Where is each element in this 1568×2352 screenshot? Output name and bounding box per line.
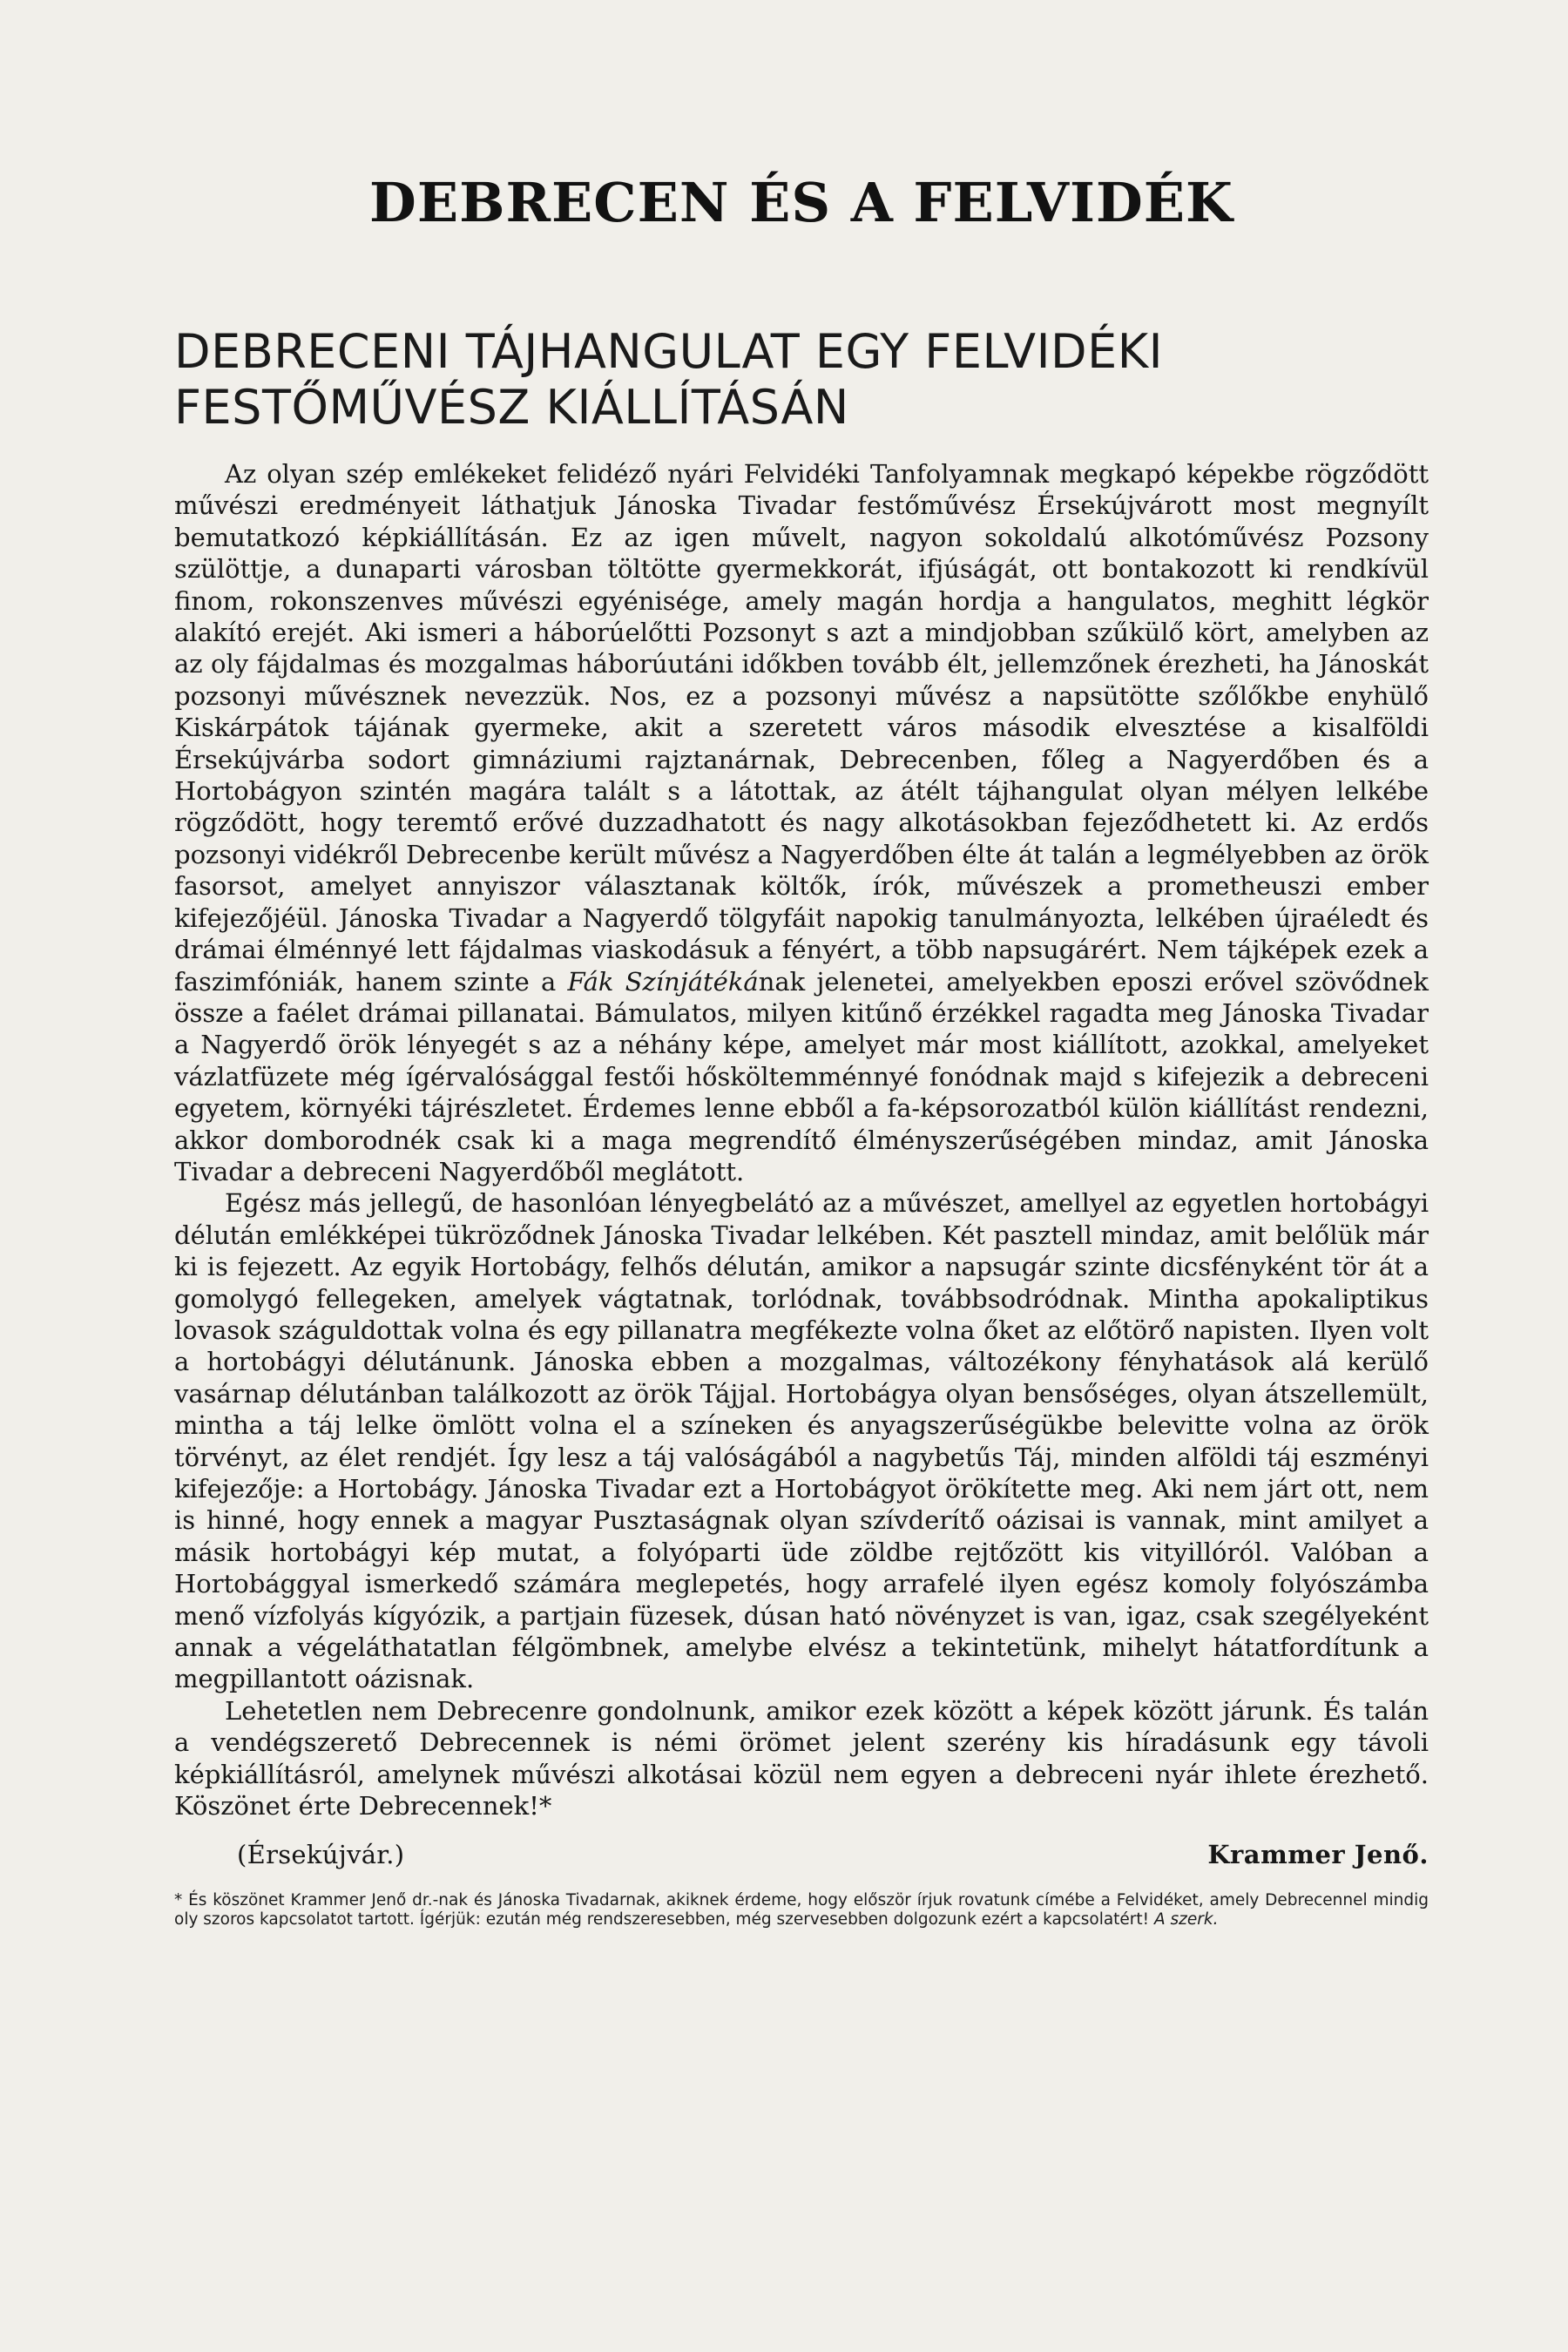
- headline-line-1: DEBRECENI TÁJHANGULAT EGY FELVIDÉKI: [174, 324, 1164, 379]
- paragraph-1: [174, 458, 1429, 1187]
- signature-author: Krammer Jenő.: [1207, 1840, 1429, 1869]
- paragraph-1-part-a: Az olyan szép emlékeket felidéző nyári Felvidéki Tanfolyamnak megkapó képekbe rögződött művészi eredményeit láthatjuk Jánoska Tivadar festőművész Érsekújvárott most megnyílt bemutatkozó képkiállításán. Ez az igen művelt, nagyon sokoldalú alkotóművész Pozsony szülöttje, a dunaparti városban töltötte gyermekkorát, ifjúságát, ott bontakozott ki rendkívül finom, rokonszenves művészi egyénisége, amely magán hordja a hangulatos, meghitt légkör alakító erejét. Aki ismeri a háborúelőtti Pozsonyt s azt a mindjobban szűkülő kört, amelyben az az oly fájdalmas és mozgalmas háborúutáni időkben tovább élt, jellemzőnek érezheti, ha Jánoskát pozsonyi művésznek nevezzük. Nos, ez a pozsonyi művész a napsütötte szőlőkbe enyhülő Kiskárpátok tájának gyermeke, akit a szeretett város második elvesztése a kisalföldi Érsekújvárba sodort gimnáziumi rajztanárnak, Debrecenben, főleg a Nagyerdőben és a Hortobágyon szintén magára talált s a látottak, az átélt tájhangulat olyan mélyen lelkébe rögződött, hogy teremtő erővé duzzadhatott és nagy alkotásokban fejeződhetett ki. Az erdős pozsonyi vidékről Debrecenbe került művész a Nagyerdőben élte át talán a legmélyebben az örök fasorsot, amelyet annyiszor választanak költők, írók, művészek a prometheuszi ember kifejezőjéül. Jánoska Tivadar a Nagyerdő tölgyfáit napokig tanulmányozta, lelkében újraéledt és drámai élménnyé lett fájdalmas viaskodásuk a fényért, a több napsugárért. Nem tájképek ezek a faszimfóniák, hanem szinte a: [174, 459, 1429, 997]
- article-body: [174, 458, 1429, 1821]
- headline-line-2: FESTŐMŰVÉSZ KIÁLLÍTÁSÁN: [174, 380, 849, 435]
- signature-line: [237, 1839, 1429, 1870]
- footnote: [174, 1891, 1429, 1930]
- footnote-editor: A szerk.: [1153, 1910, 1219, 1929]
- paragraph-1-italic-title: Fák Színjátéká: [567, 966, 759, 997]
- footnote-text: * És köszönet Krammer Jenő dr.-nak és Jánoska Tivadarnak, akiknek érdeme, hogy először írjuk rovatunk címébe a Felvidéket, amely Debrecennel mindig oly szoros kapcsolatot tartott. Ígérjük: ezután még rendszeresebben, még szervesebben dolgozunk ezért a kapcsolatért!: [174, 1891, 1429, 1929]
- section-masthead: DEBRECEN ÉS A FELVIDÉK: [369, 171, 1233, 234]
- signature-place: (Érsekújvár.): [237, 1840, 405, 1869]
- paragraph-1-part-b: nak jelenetei, amelyekben eposzi erővel szövődnek össze a faélet drámai pillanatai. Bámulatos, milyen kitűnő érzékkel ragadta meg Jánoska Tivadar a Nagyerdő örök lényegét s az a néhány képe, amelyet már most kiállított, azokkal, amelyeket vázlatfüzete még ígérvalósággal festői hősköltemménnyé fonódnak majd s kifejezik a debreceni egyetem, környéki tájrészletet. Érdemes lenne ebből a fa-képsorozatból külön kiállítást rendezni, akkor domborodnék csak ki a maga megrendítő élményszerűségében mindaz, amit Jánoska Tivadar a debreceni Nagyerdőből meglátott.: [174, 966, 1429, 1186]
- paragraph-3: Lehetetlen nem Debrecenre gondolnunk, amikor ezek között a képek között járunk. És talán a vendégszerető Debrecennek is némi örömet jelent szerény kis híradásunk egy távoli képkiállításról, amelynek művészi alkotásai közül nem egyen a debreceni nyár ihlete érezhető. Köszönet érte Debrecennek!*: [174, 1695, 1429, 1821]
- paragraph-2: Egész más jellegű, de hasonlóan lényegbelátó az a művészet, amellyel az egyetlen hortobágyi délután emlékképei tükröződnek Jánoska Tivadar lelkében. Két pasztell mindaz, amit belőlük már ki is fejezett. Az egyik Hortobágy, felhős délután, amikor a napsugár szinte dicsfényként tör át a gomolygó fellegeken, amelyek vágtatnak, torlódnak, továbbsodródnak. Mintha apokaliptikus lovasok száguldottak volna és egy pillanatra megfékezte volna őket az előtörő napisten. Ilyen volt a hortobágyi délutánunk. Jánoska ebben a mozgalmas, változékony fényhatások alá kerülő vasárnap délutánban találkozott az örök Tájjal. Hortobágya olyan bensőséges, olyan átszellemült, mintha a táj lelke ömlött volna el a színeken és anyagszerűségükbe belevitte volna az örök törvényt, az élet rendjét. Így lesz a táj valóságából a nagybetűs Táj, minden alföldi táj eszményi kifejezője: a Hortobágy. Jánoska Tivadar ezt a Hortobágyot örökítette meg. Aki nem járt ott, nem is hinné, hogy ennek a magyar Pusztaságnak olyan szívderítő oázisai is vannak, mint amilyet a másik hortobágyi kép mutat, a folyóparti üde zöldbe rejtőzött kis vityillóról. Valóban a Hortobággyal ismerkedő számára meglepetés, hogy arrafelé ilyen egész komoly folyószámba menő vízfolyás kígyózik, a partjain füzesek, dúsan ható növényzet is van, igaz, csak szegélyeként annak a végeláthatatlan félgömbnek, amelybe elvész a tekintetünk, mihelyt hátatfordítunk a megpillantott oázisnak.: [174, 1188, 1429, 1694]
- article-headline: [174, 324, 1429, 436]
